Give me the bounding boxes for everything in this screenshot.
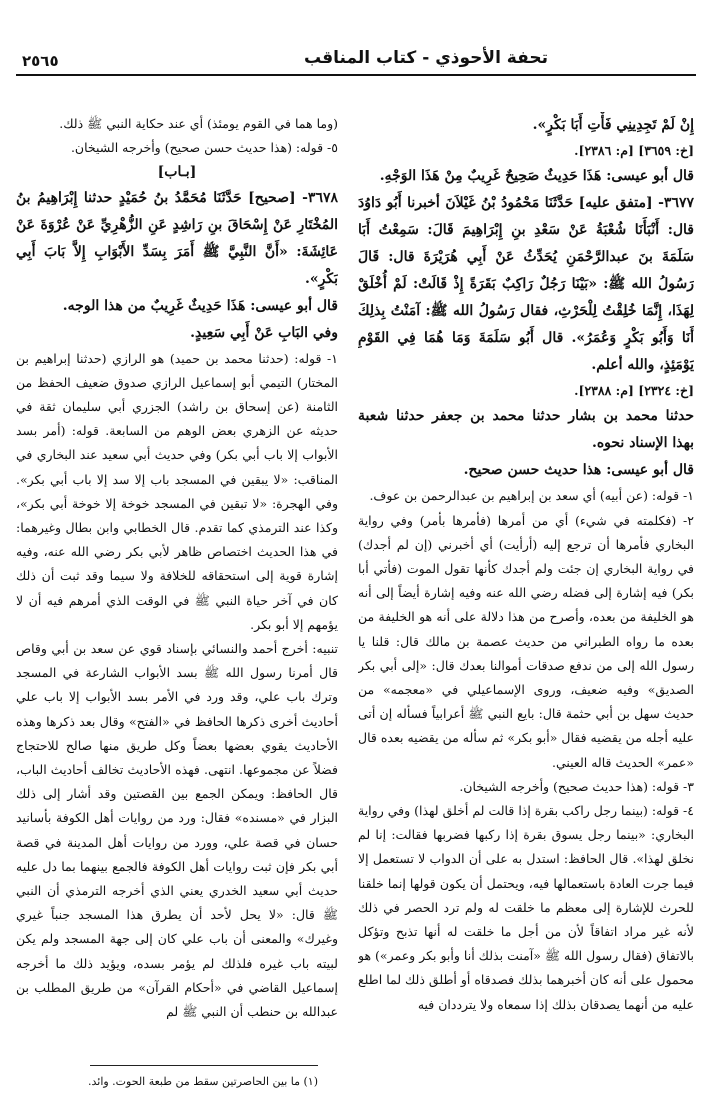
commentary-paragraph: ٤- قوله: (بينما رجل راكب بقرة إذا قالت لم أخلق لهذا) وفي رواية البخاري: «بينما رجل يسوق بقرة إذا ركبها فضربها فقالت: إنا لم نخلق لهذا». قال الحافظ: استدل به على أن الدواب لا تستعمل إلا فيما جرت العادة باستعمالها فيه، ويحتمل أن يكون قولها إنما خلقنا للحرث للإشارة إلى معظم ما خلقت له ولم ترد الحصر في ذلك لأنه غير مراد اتفاقاً لأن من أجل ما خلقت له أنها تذبح وتؤكل بالاتفاق (فقال رسول الله ﷺ «آمنت بذلك أنا وأبو بكر وعمر») هو محمول على أنه كان أخبرهما بذلك فصدقاه أو أطلق ذلك لما اطلع عليه من أنهما يصدقان بذلك إذا سمعاه ولا يترددان فيه (358, 803, 694, 1012)
related-narrations: وفي البَابِ عَنْ أَبِي سَعِيدٍ. (190, 324, 338, 341)
commentary-paragraph: ١- قوله: (عن أبيه) أي سعد بن إبراهيم بن عبدالرحمن بن عوف. (369, 488, 694, 504)
hadith-text: ٣٦٧٨- [صحيح] حَدَّثَنَا مُحَمَّدُ بنُ حُمَيْدٍ حدثنا إِبْرَاهِيمُ بنُ المُخْتَارِ عَنْ إِسْحَاقَ بنِ رَاشِدٍ عَنِ الزُّهْرِيِّ عَنْ عُرْوَةَ عَنْ عَائِشَةَ: «أَنَّ النَّبِيَّ ﷺ أَمَرَ بِسَدِّ الأَبْوَابِ إِلاَّ بَابَ أَبِي بَكْرٍ». (16, 189, 338, 287)
left-column (16, 112, 338, 1089)
footnote: (١) ما بين الحاصرتين سقط من طبعة الحوت. وائد. (87, 1075, 318, 1088)
hadith-text: إِنْ لَمْ تَجِدِينِي فَأْتِ أَبَا بَكْرٍ». (532, 117, 694, 133)
commentary-paragraph: تنبيه: أخرج أحمد والنسائي بإسناد قوي عن سعد بن أبي وقاص قال أمرنا رسول الله ﷺ بسد الأبواب الشارعة في المسجد وترك باب علي، وقد ورد في الأمر بسد الأبواب إلا باب علي أحاديث أخرى ذكرها الحافظ في «الفتح» وقال بعد ذكرها وهذه الأحاديث يقوي بعضها بعضاً وكل طريق منها صالح للاحتجاج فضلاً عن مجموعها. انتهى. فهذه الأحاديث تخالف أحاديث الباب، قال الحافظ: ويمكن الجمع بين القصتين وقد أشار إلى ذلك البزار في «مسنده» فقال: ورد من روايات أهل الكوفة بأسانيد حسان في قصة علي، وورد من روايات أهل المدينة في قصة أبي بكر فإن ثبت روايات أهل الكوفة فالجمع بينهما بما دل عليه حديث أبي سعيد الخدري يعني الذي أخرجه الترمذي أن النبي ﷺ قال: «لا يحل لأحد أن يطرق هذا المسجد جنباً غيري وغيرك» والمعنى أن باب علي كان إلى جهة المسجد ولم يكن لبيته باب غيره فلذلك لم يؤمر بسده، ويؤيد ذلك ما أخرجه إسماعيل القاضي في «أحكام القرآن» من طريق المطلب بن عبدالله بن حنطب أن النبي ﷺ لم (16, 641, 338, 1020)
isnad: حدثنا محمد بن بشار حدثنا محمد بن جعفر حدثنا شعبة بهذا الإسناد نحوه. (358, 408, 694, 452)
commentary-paragraph: ٢- (فكلمته في شيء) أي من أمرها (فأمرها بأمر) وفي رواية البخاري فأمرها أن ترجع إليه (أرأيت) أي أخبرني (إن لم أجدك) في رواية البخاري إن جئت ولم أجدك كأنها تقول الموت (فأتي أبا بكر) فيه إشارة إلى فضله رضي الله عنه وفيه إشارة أيضاً إلى أنه هو الخليفة من بعده، وأصرح من هذا دلالة على أنه هو الخليفة من بعده ما رواه الطبراني من حديث عصمة بن مالك قال: قلنا يا رسول الله إلى من ندفع صدقات أموالنا بعدك قال: «إلى أبي بكر الصديق» وفيه ضعيف، وروى الإسماعيلي في «معجمه» من حديث سهل بن أبي حثمة قال: بايع النبي ﷺ أعرابياً فسأله إن أتى عليه أجله من يقضيه فقال «أبو بكر» ثم سأله من يقضيه بعده قال «عمر» الحديث قاله العيني. (358, 512, 694, 770)
page-number: ٢٥٦٥ (22, 52, 59, 70)
commentary-paragraph: (وما هما في القوم يومئذ) أي عند حكاية النبي ﷺ ذلك. (59, 116, 338, 131)
right-column (358, 112, 694, 1089)
grading: قال أبو عيسى: هَذَا حَدِيثٌ صَحِيحٌ غَرِيبٌ مِنْ هَذَا الوَجْهِ. (379, 168, 694, 185)
page-header (16, 44, 696, 76)
commentary-paragraph: ٣- قوله: (هذا حديث صحيح) وأخرجه الشيخان. (459, 778, 694, 794)
footnote-divider (90, 1065, 318, 1066)
hadith-text: ٣٦٧٧- [متفق عليه] حَدَّثَنَا مَحْمُودُ بْنُ غَيْلاَنَ أخبرنا أَبُو دَاوُدَ قال: أَنْبَأَنَا شُعْبَةُ عَنْ سَعْدِ بنِ إِبْرَاهِيمَ قَالَ: سَمِعْتُ أَبَا سَلَمَةَ بنَ عبدالرَّحْمَنِ يُحَدِّثُ عَنْ أَبِي هُرَيْرَةَ قال: قَالَ رَسُولُ الله ﷺ: «بَيْنَا رَجُلٌ رَاكِبٌ بَقَرَةً إِذْ قَالَتْ: لَمْ أُخْلَقْ لِهَذَا، إِنَّمَا خُلِقْتُ لِلْحَرْثِ، فقال رَسُولُ الله ﷺ: آمَنْتُ بِذلِكَ أَنَا وَأَبُو بَكْرٍ وَعُمَرُ». قال أَبُو سَلَمَةَ وَمَا هُمَا فِي القَوْمِ يَوْمَئِذٍ، والله أعلم. (358, 195, 694, 374)
hadith-reference: [خ: ٣٦٥٩] [م: ٢٣٨٦]. (574, 143, 694, 158)
grading: قال أبو عيسى: هَذَا حَدِيثٌ غَرِيبٌ من هذا الوجه. (62, 297, 338, 314)
commentary-paragraph: ٥- قوله: (هذا حديث حسن صحيح) وأخرجه الشيخان. (70, 140, 338, 156)
hadith-reference: [خ: ٢٣٢٤] [م: ٢٣٨٨]. (574, 383, 694, 399)
running-head: تحفة الأحوذي - كتاب المناقب (304, 48, 548, 68)
grading: قال أبو عيسى: هذا حديث حسن صحيح. (463, 462, 694, 479)
chapter-heading: [بـاب] (157, 164, 197, 181)
commentary-paragraph: ١- قوله: (حدثنا محمد بن حميد) هو الرازي (حدثنا إبراهيم بن المختار) التيمي أبو إسماعيل الرازي صدوق ضعيف الحفظ من الثامنة (عن إسحاق بن راشد) الجزري أبي سليمان ثقة في حديثه عن الزهري بعض الوهم من السابعة. قوله: (أمر بسد الأبواب إلا باب أبي بكر) وفي حديث أبي سعيد عند البخاري في المناقب: «لا يبقين في المسجد باب إلا سد إلا باب أبي بكر». وفي الهجرة: «لا تبقين في المسجد خوخة إلا خوخة أبي بكر»، وكذا عند الترمذي كما تقدم. قال الخطابي وابن بطال وغيرهما: في هذا الحديث اختصاص ظاهر لأبي بكر رضي الله عنه، وفيه إشارة قوية إلى استحقاقه للخلافة ولا سيما وقد ثبت أن ذلك كان في آخر حياة النبي ﷺ في الوقت الذي أمرهم فيه أن لا يؤمهم إلا أبو بكر. (16, 350, 338, 632)
